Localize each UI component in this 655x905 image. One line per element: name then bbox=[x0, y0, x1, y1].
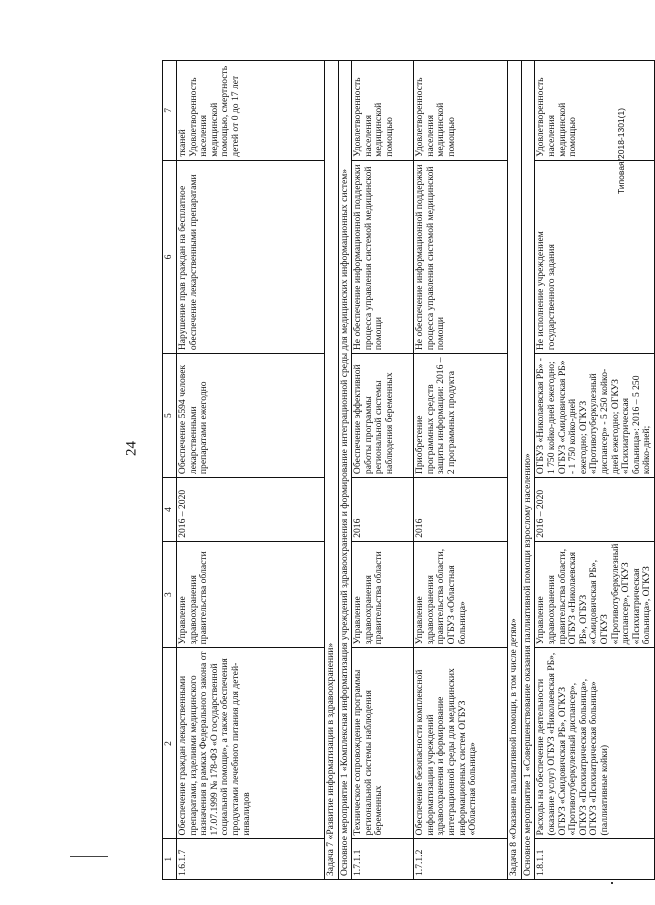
row-result: Приобретение программных средств защиты информации: 2016 – 2 программных продукта bbox=[414, 354, 508, 478]
margin-dot bbox=[611, 882, 613, 884]
row-executor: Управление здравоохранения правительства области, ОГБУЗ «Областная больница» bbox=[414, 541, 508, 648]
row-number: 1.6.1.7 bbox=[177, 839, 325, 880]
table-row bbox=[177, 61, 325, 880]
row-indicator: Удовлетворенность населения медицинской помощью bbox=[414, 61, 508, 161]
col-num-7: 7 bbox=[163, 61, 177, 161]
row-number: 1.8.1.1 bbox=[535, 839, 655, 880]
row-executor: Управление здравоохранения правительства области bbox=[177, 541, 325, 648]
table-row bbox=[414, 61, 508, 880]
col-num-1: 1 bbox=[163, 839, 177, 880]
program-events-table bbox=[162, 60, 655, 880]
page-number: 24 bbox=[123, 441, 140, 456]
row-risk: Не обеспечение информационной поддержки процесса управления системой медицинской помощи bbox=[352, 160, 414, 353]
row-executor: Управление здравоохранения правительства области bbox=[352, 541, 414, 648]
document-footer-code: Типовая/2018-1301(1) bbox=[616, 107, 626, 194]
row-result: Обеспечение эффективной работы программы региональной системы наблюдения беременных bbox=[352, 354, 414, 478]
task-8-heading: Задача 8 «Оказание паллиативной помощи, в том числе детям» bbox=[508, 61, 522, 880]
section-row bbox=[325, 61, 339, 880]
col-num-2: 2 bbox=[163, 648, 177, 839]
event-8-1-heading: Основное мероприятие 1 «Совершенствование оказания паллиативной помощи взрослому населению» bbox=[521, 61, 535, 880]
event-7-1-heading: Основное мероприятие 1 «Комплексная информатизация учреждений здравоохранения и формирование интеграционной среды для медицинских информационных систем» bbox=[338, 61, 352, 880]
row-description: Расходы на обеспечение деятельности (оказание услуг) ОГБУЗ «Николаевская РБ», ОГБУЗ «Смидовичская РБ», ОГКУЗ «Противотуберкулезный диспансер», ОГКУЗ «Психиатрическая больница», ОГКУЗ «Психиатрическая больница» (паллиативные койки) bbox=[535, 648, 655, 839]
col-num-6: 6 bbox=[163, 160, 177, 353]
row-description: Обеспечение граждан лекарственными препаратами, изделиями медицинского назначения в рамках Федерального закона от 17.07.1999 № 178-ФЗ «О государственной социальной помощи», а также обеспечения продуктами лечебного питания для детей-инвалидов bbox=[177, 648, 325, 839]
row-number: 1.7.1.1 bbox=[352, 839, 414, 880]
section-row bbox=[508, 61, 522, 880]
margin-dash bbox=[70, 856, 108, 857]
row-description: Обеспечение безопасности комплексной информатизации учреждений здравоохранения и формирование интеграционной среды для медицинских информационных систем ОГБУЗ «Областная больница» bbox=[414, 648, 508, 839]
col-num-5: 5 bbox=[163, 354, 177, 478]
col-num-4: 4 bbox=[163, 478, 177, 542]
table-row bbox=[535, 61, 655, 880]
col-num-3: 3 bbox=[163, 541, 177, 648]
row-risk: Не обеспечение информационной поддержки процесса управления системой медицинской помощи bbox=[414, 160, 508, 353]
row-result: Обеспечение 5594 человек лекарственными препаратами ежегодно bbox=[177, 354, 325, 478]
row-indicator: Удовлетворенность населения медицинской помощью bbox=[535, 61, 655, 161]
task-7-heading: Задача 7 «Развитие информатизации в здравоохранении» bbox=[325, 61, 339, 880]
row-result: ОГБУЗ «Николаевская РБ» - 1 750 койко-дней ежегодно; ОГБУЗ «Смидовичская РБ» - 1 750 койко-дней ежегодно; ОГКУЗ «Противотуберкулезный диспансер» - 5 250 койко-дней ежегодно; ОГКУЗ «Психиатрическая больница»: 2016 – 5 250 койко-дней; bbox=[535, 354, 655, 478]
row-period: 2016 – 2020 bbox=[177, 478, 325, 542]
row-number: 1.7.1.2 bbox=[414, 839, 508, 880]
row-executor: Управление здравоохранения правительства области, ОГБУЗ «Николаевская РБ», ОГБУЗ «Смидовичская РБ», ОГКУЗ «Противотуберкулезный диспансер», ОГКУЗ «Психиатрическая больница», ОГКУЗ bbox=[535, 541, 655, 648]
table-row bbox=[352, 61, 414, 880]
column-number-row bbox=[163, 61, 177, 880]
rotated-table-page bbox=[162, 60, 653, 880]
row-indicator: Удовлетворенность населения медицинской помощью bbox=[352, 61, 414, 161]
row-period: 2016 – 2020 bbox=[535, 478, 655, 542]
row-description: Техническое сопровождение программы региональной системы наблюдения беременных bbox=[352, 648, 414, 839]
row-risk: Не исполнение учреждением государственного задания bbox=[535, 160, 655, 353]
row-period: 2016 bbox=[414, 478, 508, 542]
section-row bbox=[521, 61, 535, 880]
row-risk: Нарушение прав граждан на бесплатное обеспечение лекарственными препаратами bbox=[177, 160, 325, 353]
row-period: 2016 bbox=[352, 478, 414, 542]
section-row bbox=[338, 61, 352, 880]
row-indicator: тканей Удовлетворенность населения медицинской помощью, смертность детей от 0 до 17 лет bbox=[177, 61, 325, 161]
